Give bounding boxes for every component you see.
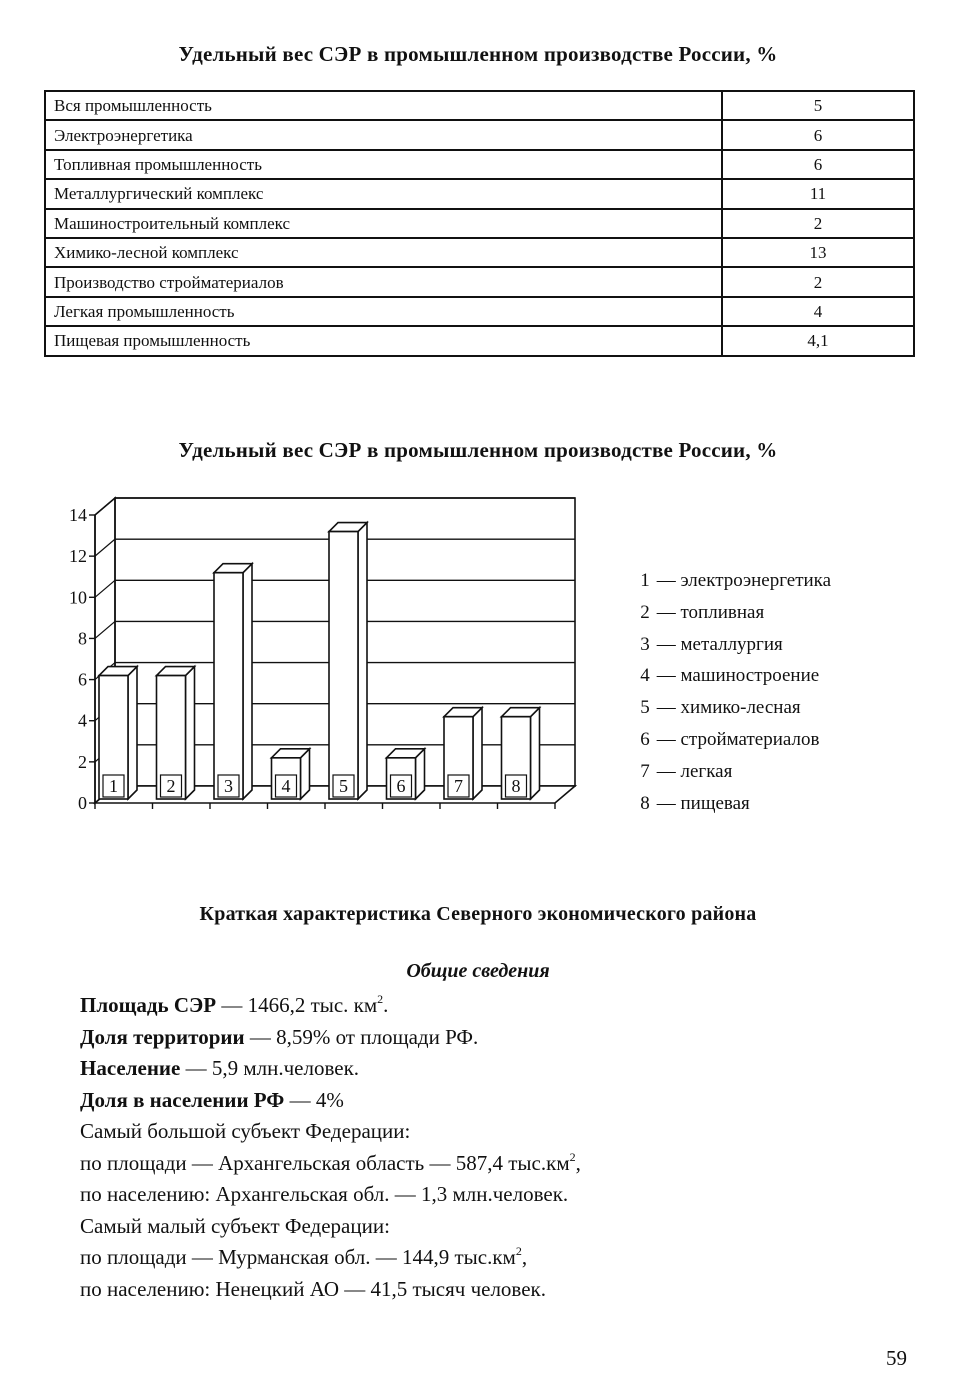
legend-number: 5 xyxy=(640,697,650,719)
legend-number: 3 xyxy=(640,633,650,655)
legend-item: 1 — электроэнергетика xyxy=(638,565,831,597)
territory-share-label: Доля территории xyxy=(80,1024,245,1049)
side-gridline xyxy=(95,621,115,638)
table-row-value: 13 xyxy=(722,238,914,267)
y-tick-label: 12 xyxy=(69,546,87,567)
bar-side xyxy=(358,523,367,799)
bar xyxy=(329,532,358,799)
section-title: Краткая характеристика Северного экономического района xyxy=(199,903,757,925)
population-value: — 5,9 млн.человек. xyxy=(185,1056,360,1080)
population-label: Население xyxy=(80,1056,181,1080)
table-row xyxy=(45,238,914,267)
bar-label: 4 xyxy=(281,776,291,796)
legend-number: 1 xyxy=(640,570,650,591)
table-row xyxy=(45,326,914,355)
legend-item: 2 — топливная xyxy=(638,597,831,629)
area-line: Площадь СЭР — 1466,2 тыс. $км^2$. xyxy=(80,992,389,1017)
smallest-population-line: по населению: Ненецкий АО — 41,5 тысяч человек. xyxy=(80,1276,546,1301)
smallest-area-line: по площади — Мурманская обл. — 144,9 $тыс.км^2$, xyxy=(80,1244,528,1269)
table-row-value: 4 xyxy=(722,297,914,326)
section-subtitle: Общие сведения xyxy=(406,960,550,982)
table-row-label: Металлургический комплекс xyxy=(45,179,722,208)
table-row xyxy=(45,297,914,326)
legend-label: металлургия xyxy=(680,633,783,655)
table-row-label: Пищевая промышленность xyxy=(45,326,722,355)
table-row-label: Химико-лесной комплекс xyxy=(45,238,722,267)
table-row-label: Электроэнергетика xyxy=(45,120,722,149)
legend-item: 6 — стройматериалов xyxy=(638,724,831,756)
bar xyxy=(214,573,243,799)
y-tick-label: 6 xyxy=(78,669,87,690)
bar-label: 8 xyxy=(511,776,521,796)
chart-title: Удельный вес СЭР в промышленном производстве России, % xyxy=(178,438,778,462)
bar-label: 6 xyxy=(396,776,406,796)
table-row-value: 11 xyxy=(722,179,914,208)
legend-label: машиностроение xyxy=(680,665,820,687)
population-share-line xyxy=(80,1085,581,1117)
table-row-label: Производство стройматериалов xyxy=(45,267,722,296)
table-row xyxy=(45,267,914,296)
y-tick-label: 8 xyxy=(78,628,87,649)
legend-item: 3 — металлургия xyxy=(638,629,831,661)
bar-chart xyxy=(40,478,600,823)
table-row-label: Топливная промышленность xyxy=(45,150,722,179)
legend-label: пищевая xyxy=(680,792,750,814)
page-number: 59 xyxy=(886,1346,907,1370)
legend-number: 7 xyxy=(640,760,650,782)
bar-side xyxy=(186,667,195,799)
area-value: — 1466,2 тыс. км xyxy=(221,993,378,1017)
bar-label: 7 xyxy=(454,776,463,796)
bar-label: 5 xyxy=(339,776,348,796)
table-row-value: 2 xyxy=(722,267,914,296)
table-row-value: 6 xyxy=(722,150,914,179)
legend-label: стройматериалов xyxy=(680,728,820,750)
bar-side xyxy=(531,708,540,799)
population-share-value: — 4% xyxy=(289,1087,344,1112)
legend-label: топливная xyxy=(680,601,765,623)
legend-item: 8 — пищевая xyxy=(638,788,831,820)
table-row xyxy=(45,150,914,179)
y-tick-label: 14 xyxy=(69,505,87,525)
largest-heading: Самый большой субъект Федерации: xyxy=(80,1119,411,1143)
table-row xyxy=(45,209,914,238)
y-tick-label: 0 xyxy=(78,793,87,813)
smallest-heading: Самый малый субъект Федерации: xyxy=(80,1213,390,1238)
legend-number: 2 xyxy=(640,601,650,623)
y-tick-label: 4 xyxy=(78,710,87,731)
bar-label: 3 xyxy=(224,776,233,796)
bar-side xyxy=(243,564,252,799)
bar-side xyxy=(473,708,482,799)
territory-share-line xyxy=(80,1022,581,1054)
table-row-label: Легкая промышленность xyxy=(45,297,722,326)
legend-label: легкая xyxy=(680,760,733,782)
y-tick-label: 2 xyxy=(78,751,87,772)
table-row-value: 6 xyxy=(722,120,914,149)
bar-label: 2 xyxy=(166,776,176,796)
side-gridline xyxy=(95,539,115,556)
legend-label: электроэнергетика xyxy=(680,570,832,591)
legend-label: химико-лесная xyxy=(680,697,801,719)
largest-population-line: по населению: Архангельская обл. — 1,3 млн.человек. xyxy=(80,1182,569,1206)
table-row-value: 4,1 xyxy=(722,326,914,355)
territory-share-value: — 8,59% от площади РФ. xyxy=(249,1024,479,1049)
area-label: Площадь СЭР xyxy=(80,993,217,1017)
table-row-label: Вся промышленность xyxy=(45,91,722,120)
industry-share-table xyxy=(44,90,915,357)
table-row xyxy=(45,179,914,208)
side-gridline xyxy=(95,498,115,515)
table-row-value: 5 xyxy=(722,91,914,120)
y-tick-label: 10 xyxy=(69,587,87,608)
population-line xyxy=(80,1053,581,1085)
smallest-area: по площади — Мурманская обл. — 144,9 тыс.км xyxy=(80,1245,516,1269)
bar-side xyxy=(128,667,137,799)
side-gridline xyxy=(95,580,115,597)
legend-number: 8 xyxy=(640,792,650,814)
legend-item: 7 — легкая xyxy=(638,756,831,788)
legend-item: 4 — машиностроение xyxy=(638,660,831,692)
table-row xyxy=(45,91,914,120)
table-row xyxy=(45,120,914,149)
table-row-label: Машиностроительный комплекс xyxy=(45,209,722,238)
bar-label: 1 xyxy=(109,776,118,796)
table-row-value: 2 xyxy=(722,209,914,238)
legend-number: 6 xyxy=(640,728,650,750)
legend-number: 4 xyxy=(640,665,650,687)
largest-area-line: по площади — Архангельская область — 587,4 $тыс.км^2$, xyxy=(80,1149,581,1175)
legend-item: 5 — химико-лесная xyxy=(638,692,831,724)
chart-legend xyxy=(638,565,831,819)
largest-area: по площади — Архангельская область — 587,4 тыс.км xyxy=(80,1150,570,1175)
general-info xyxy=(80,990,581,1305)
table-title: Удельный вес СЭР в промышленном производстве России, % xyxy=(178,42,778,66)
population-share-label: Доля в населении РФ xyxy=(80,1087,285,1112)
